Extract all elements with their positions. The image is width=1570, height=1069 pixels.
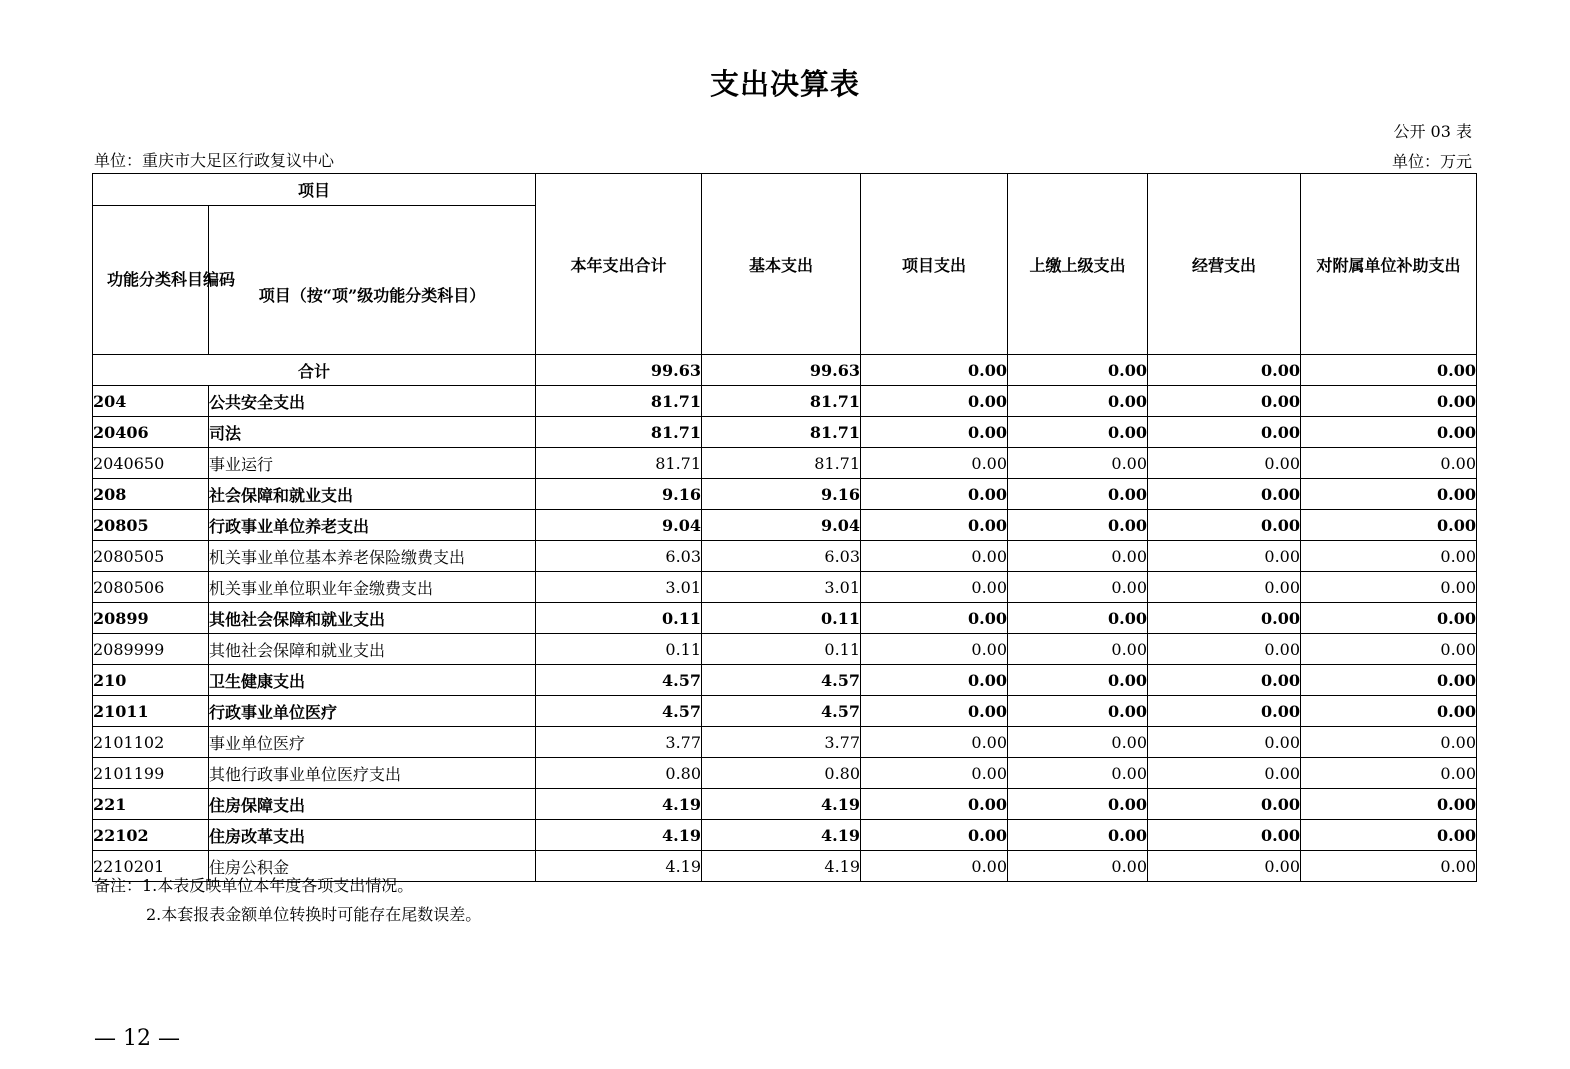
table-row bbox=[93, 820, 1477, 851]
row-value: 4.19 bbox=[536, 851, 702, 882]
row-code: 20899 bbox=[93, 603, 209, 634]
row-value: 0.00 bbox=[1148, 820, 1301, 851]
total-value: 99.63 bbox=[536, 355, 702, 386]
table-row bbox=[93, 665, 1477, 696]
row-value: 6.03 bbox=[702, 541, 861, 572]
row-value: 0.00 bbox=[1148, 541, 1301, 572]
table-row bbox=[93, 572, 1477, 603]
row-value: 0.00 bbox=[861, 510, 1008, 541]
row-value: 0.00 bbox=[1301, 479, 1477, 510]
row-code: 221 bbox=[93, 789, 209, 820]
row-name: 住房改革支出 bbox=[209, 820, 536, 851]
row-value: 0.00 bbox=[1008, 758, 1148, 789]
header-total-expenditure: 本年支出合计 bbox=[536, 174, 702, 355]
reporting-unit: 单位：重庆市大足区行政复议中心 bbox=[94, 151, 335, 170]
row-code: 210 bbox=[93, 665, 209, 696]
row-value: 0.00 bbox=[1148, 727, 1301, 758]
header-project-expenditure: 项目支出 bbox=[861, 174, 1008, 355]
table-row bbox=[93, 417, 1477, 448]
row-value: 0.00 bbox=[1148, 448, 1301, 479]
row-value: 4.19 bbox=[702, 851, 861, 882]
row-value: 0.00 bbox=[861, 386, 1008, 417]
row-name: 住房保障支出 bbox=[209, 789, 536, 820]
row-value: 0.00 bbox=[861, 789, 1008, 820]
row-value: 3.77 bbox=[702, 727, 861, 758]
row-value: 0.00 bbox=[861, 820, 1008, 851]
row-value: 9.16 bbox=[536, 479, 702, 510]
row-value: 0.00 bbox=[1008, 696, 1148, 727]
row-value: 0.00 bbox=[1301, 634, 1477, 665]
row-value: 0.00 bbox=[1008, 634, 1148, 665]
row-value: 4.57 bbox=[536, 696, 702, 727]
row-value: 0.00 bbox=[1148, 758, 1301, 789]
table-row bbox=[93, 603, 1477, 634]
row-code: 2040650 bbox=[93, 448, 209, 479]
row-value: 0.00 bbox=[1148, 696, 1301, 727]
row-value: 0.00 bbox=[861, 851, 1008, 882]
row-value: 0.00 bbox=[861, 665, 1008, 696]
row-value: 9.04 bbox=[536, 510, 702, 541]
row-name: 公共安全支出 bbox=[209, 386, 536, 417]
row-name: 社会保障和就业支出 bbox=[209, 479, 536, 510]
row-value: 0.00 bbox=[1301, 665, 1477, 696]
row-value: 0.11 bbox=[536, 603, 702, 634]
row-value: 81.71 bbox=[702, 417, 861, 448]
total-value: 0.00 bbox=[1148, 355, 1301, 386]
row-value: 4.57 bbox=[702, 665, 861, 696]
table-row bbox=[93, 510, 1477, 541]
row-code: 2080506 bbox=[93, 572, 209, 603]
row-name: 机关事业单位职业年金缴费支出 bbox=[209, 572, 536, 603]
row-value: 0.00 bbox=[1148, 634, 1301, 665]
row-value: 4.57 bbox=[536, 665, 702, 696]
row-name: 事业单位医疗 bbox=[209, 727, 536, 758]
header-operating-expenditure: 经营支出 bbox=[1148, 174, 1301, 355]
row-value: 81.71 bbox=[702, 448, 861, 479]
row-name: 其他社会保障和就业支出 bbox=[209, 634, 536, 665]
row-value: 0.00 bbox=[861, 541, 1008, 572]
row-value: 0.00 bbox=[1148, 789, 1301, 820]
row-name: 事业运行 bbox=[209, 448, 536, 479]
notes bbox=[94, 871, 481, 929]
row-value: 0.00 bbox=[861, 417, 1008, 448]
row-value: 0.00 bbox=[861, 758, 1008, 789]
row-value: 0.11 bbox=[536, 634, 702, 665]
row-value: 4.19 bbox=[536, 820, 702, 851]
page-number: — 12 — bbox=[94, 1026, 180, 1051]
row-name: 住房公积金 bbox=[209, 851, 536, 882]
row-value: 4.19 bbox=[536, 789, 702, 820]
row-code: 21011 bbox=[93, 696, 209, 727]
row-value: 0.00 bbox=[1148, 603, 1301, 634]
row-code: 2080505 bbox=[93, 541, 209, 572]
row-value: 0.00 bbox=[1008, 727, 1148, 758]
row-name: 行政事业单位医疗 bbox=[209, 696, 536, 727]
table-row bbox=[93, 758, 1477, 789]
row-value: 0.00 bbox=[1008, 386, 1148, 417]
form-number: 公开 03 表 bbox=[1393, 122, 1472, 141]
row-code: 2101102 bbox=[93, 727, 209, 758]
row-value: 0.00 bbox=[1148, 851, 1301, 882]
row-code: 208 bbox=[93, 479, 209, 510]
row-value: 0.00 bbox=[1008, 510, 1148, 541]
row-value: 0.00 bbox=[1008, 572, 1148, 603]
total-value: 0.00 bbox=[861, 355, 1008, 386]
total-value: 0.00 bbox=[1301, 355, 1477, 386]
header-basic-expenditure: 基本支出 bbox=[702, 174, 861, 355]
row-code: 20805 bbox=[93, 510, 209, 541]
row-value: 81.71 bbox=[536, 448, 702, 479]
header-remit-superior: 上缴上级支出 bbox=[1008, 174, 1148, 355]
row-code: 2101199 bbox=[93, 758, 209, 789]
table-row bbox=[93, 386, 1477, 417]
row-value: 0.00 bbox=[1301, 386, 1477, 417]
row-value: 0.00 bbox=[1148, 417, 1301, 448]
row-value: 0.80 bbox=[536, 758, 702, 789]
row-value: 0.11 bbox=[702, 603, 861, 634]
total-row bbox=[93, 355, 1477, 386]
row-value: 9.16 bbox=[702, 479, 861, 510]
row-value: 0.00 bbox=[1008, 603, 1148, 634]
row-value: 0.00 bbox=[1008, 541, 1148, 572]
row-name: 机关事业单位基本养老保险缴费支出 bbox=[209, 541, 536, 572]
row-value: 3.77 bbox=[536, 727, 702, 758]
row-value: 0.00 bbox=[1008, 789, 1148, 820]
row-value: 0.00 bbox=[861, 603, 1008, 634]
total-label: 合计 bbox=[93, 355, 536, 386]
row-value: 0.00 bbox=[1008, 820, 1148, 851]
row-value: 0.00 bbox=[1301, 417, 1477, 448]
table-row bbox=[93, 448, 1477, 479]
row-value: 0.00 bbox=[1301, 696, 1477, 727]
row-value: 0.00 bbox=[1301, 727, 1477, 758]
row-value: 0.00 bbox=[1301, 448, 1477, 479]
row-value: 0.00 bbox=[1008, 448, 1148, 479]
row-code: 2089999 bbox=[93, 634, 209, 665]
row-value: 81.71 bbox=[536, 417, 702, 448]
row-value: 0.00 bbox=[1301, 541, 1477, 572]
row-value: 0.00 bbox=[1301, 820, 1477, 851]
total-value: 0.00 bbox=[1008, 355, 1148, 386]
total-value: 99.63 bbox=[702, 355, 861, 386]
row-value: 0.00 bbox=[1301, 758, 1477, 789]
row-value: 0.00 bbox=[861, 696, 1008, 727]
row-value: 0.00 bbox=[1008, 665, 1148, 696]
header-name: 项目（按“项”级功能分类科目） bbox=[209, 206, 536, 355]
row-value: 4.19 bbox=[702, 789, 861, 820]
row-value: 81.71 bbox=[702, 386, 861, 417]
table-row bbox=[93, 479, 1477, 510]
row-value: 0.00 bbox=[1301, 851, 1477, 882]
row-value: 6.03 bbox=[536, 541, 702, 572]
row-value: 0.00 bbox=[1008, 851, 1148, 882]
row-value: 3.01 bbox=[536, 572, 702, 603]
currency-unit: 单位：万元 bbox=[1391, 152, 1472, 171]
row-value: 0.11 bbox=[702, 634, 861, 665]
row-value: 0.80 bbox=[702, 758, 861, 789]
row-value: 0.00 bbox=[1008, 479, 1148, 510]
table-row bbox=[93, 727, 1477, 758]
row-value: 0.00 bbox=[1008, 417, 1148, 448]
row-value: 0.00 bbox=[861, 634, 1008, 665]
row-value: 0.00 bbox=[1301, 510, 1477, 541]
row-value: 4.19 bbox=[702, 820, 861, 851]
row-value: 9.04 bbox=[702, 510, 861, 541]
row-name: 行政事业单位养老支出 bbox=[209, 510, 536, 541]
row-value: 0.00 bbox=[1301, 603, 1477, 634]
row-value: 0.00 bbox=[1301, 572, 1477, 603]
note-line-1: 备注：1.本表反映单位本年度各项支出情况。 bbox=[94, 876, 414, 895]
table-row bbox=[93, 541, 1477, 572]
row-name: 其他社会保障和就业支出 bbox=[209, 603, 536, 634]
row-value: 0.00 bbox=[861, 479, 1008, 510]
row-value: 0.00 bbox=[861, 448, 1008, 479]
row-value: 0.00 bbox=[1148, 665, 1301, 696]
row-code: 20406 bbox=[93, 417, 209, 448]
row-code: 22102 bbox=[93, 820, 209, 851]
row-name: 其他行政事业单位医疗支出 bbox=[209, 758, 536, 789]
header-item-group: 项目 bbox=[93, 174, 536, 206]
row-value: 81.71 bbox=[536, 386, 702, 417]
note-line-2: 2.本套报表金额单位转换时可能存在尾数误差。 bbox=[146, 905, 482, 924]
row-value: 0.00 bbox=[1148, 479, 1301, 510]
expenditure-table bbox=[92, 173, 1477, 882]
row-value: 0.00 bbox=[1148, 510, 1301, 541]
row-value: 0.00 bbox=[861, 727, 1008, 758]
row-value: 0.00 bbox=[1301, 789, 1477, 820]
table-row bbox=[93, 696, 1477, 727]
page-title: 支出决算表 bbox=[709, 67, 860, 101]
row-value: 4.57 bbox=[702, 696, 861, 727]
header-subsidy-subordinate: 对附属单位补助支出 bbox=[1301, 174, 1477, 355]
table-row bbox=[93, 789, 1477, 820]
row-name: 卫生健康支出 bbox=[209, 665, 536, 696]
row-value: 0.00 bbox=[1148, 386, 1301, 417]
table-row bbox=[93, 634, 1477, 665]
row-value: 3.01 bbox=[702, 572, 861, 603]
row-value: 0.00 bbox=[861, 572, 1008, 603]
row-value: 0.00 bbox=[1148, 572, 1301, 603]
row-code: 204 bbox=[93, 386, 209, 417]
row-code: 2210201 bbox=[93, 851, 209, 882]
header-code: 功能分类科目编码 bbox=[93, 206, 209, 355]
row-name: 司法 bbox=[209, 417, 536, 448]
